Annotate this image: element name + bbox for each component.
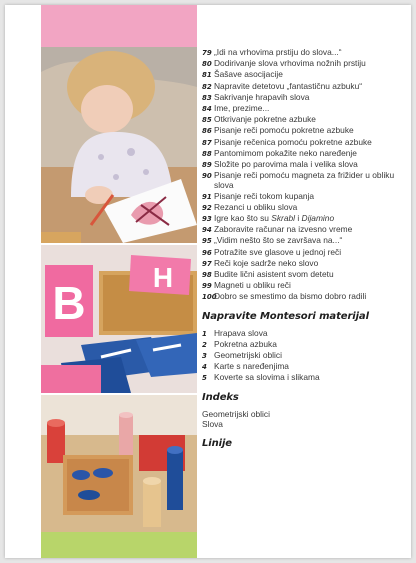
entry-title: Sakrivanje hrapavih slova [214, 91, 310, 102]
table-of-contents [202, 47, 407, 455]
entry-title: Rezanci u obliku slova [214, 201, 298, 212]
toc-entry[interactable] [202, 235, 407, 246]
toc-entry[interactable] [202, 148, 407, 159]
toc-entry[interactable] [202, 247, 407, 258]
entry-number: 84 [202, 105, 212, 114]
index-section-heading: Indeks [202, 391, 239, 403]
montessori-list [202, 328, 407, 384]
entry-title: „Idi na vrhovima prstiju do slova...“ [214, 47, 342, 57]
toc-entry[interactable] [202, 224, 407, 235]
photo-cylinder-blocks [41, 395, 197, 532]
entry-number: 91 [202, 192, 212, 201]
index-item[interactable]: Slova [202, 419, 223, 430]
lines-section-heading: Linije [202, 437, 232, 449]
entry-title: Pisanje reči tokom kupanja [214, 190, 315, 201]
toc-entry[interactable] [202, 69, 407, 80]
montessori-entry[interactable] [202, 361, 407, 372]
toc-entry[interactable] [202, 114, 407, 125]
toc-entry[interactable] [202, 291, 407, 302]
entry-number: 89 [202, 161, 212, 170]
entry-title: Geometrijski oblici [214, 350, 282, 361]
toc-entry[interactable] [202, 213, 407, 224]
entry-number: 92 [202, 203, 212, 212]
entry-number: 80 [202, 60, 212, 69]
toc-entry[interactable] [202, 269, 407, 280]
toc-entry[interactable] [202, 58, 407, 69]
entry-title: Zaboravite računar na izvesno vreme [214, 224, 353, 235]
toc-entry[interactable] [202, 170, 407, 190]
montessori-entry[interactable] [202, 339, 407, 350]
entry-number: 96 [202, 248, 212, 257]
book-page [5, 5, 411, 558]
entry-title: Magneti u obliku reči [214, 280, 291, 291]
letter-b-card: B [52, 277, 86, 329]
entry-number: 100 [202, 293, 217, 302]
entry-title: Složite po parovima mala i velika slova [214, 159, 358, 170]
entry-title: Pisanje reči pomoću pokretne azbuke [214, 125, 354, 136]
entry-number: 82 [202, 82, 212, 91]
entry-number: 3 [202, 352, 207, 361]
entry-title: Dodirivanje slova vrhovima nožnih prstiju [214, 58, 366, 69]
entry-number: 81 [202, 71, 212, 80]
entry-number: 4 [202, 363, 207, 372]
toc-entry[interactable] [202, 47, 407, 58]
entry-number: 95 [202, 237, 212, 246]
entry-number: 86 [202, 127, 212, 136]
montessori-section-heading: Napravite Montesori materijal [202, 310, 369, 322]
pink-color-band [41, 5, 197, 47]
entry-title: Pantomimom pokažite neko naređenje [214, 147, 357, 158]
entry-number: 87 [202, 138, 212, 147]
photo-letter-cards [41, 245, 197, 393]
entry-title: Karte s naređenjima [214, 361, 289, 372]
montessori-entry[interactable] [202, 328, 407, 339]
toc-entry[interactable] [202, 202, 407, 213]
entry-number: 5 [202, 374, 207, 383]
toc-entry[interactable] [202, 103, 407, 114]
entry-title-part: i [295, 213, 302, 224]
entry-number: 88 [202, 149, 212, 158]
entry-number: 79 [202, 49, 212, 57]
entry-number: 93 [202, 215, 212, 224]
toc-entry[interactable] [202, 137, 407, 148]
green-color-band [41, 532, 197, 558]
entry-title: Budite lični asistent svom detetu [214, 269, 334, 280]
entry-number: 85 [202, 116, 212, 125]
entry-number: 2 [202, 340, 207, 349]
entry-title: Šašave asocijacije [214, 69, 283, 80]
entry-title-part: Igre kao što su [214, 213, 272, 224]
entry-title-emphasis: Dijamino [301, 213, 335, 224]
entry-title: Napravite detetovu „fantastičnu azbuku“ [214, 80, 363, 91]
montessori-entry[interactable] [202, 350, 407, 361]
photo-child-drawing [41, 47, 197, 243]
toc-entry[interactable] [202, 191, 407, 202]
entry-title: Koverte sa slovima i slikama [214, 372, 320, 383]
toc-entry-list [202, 47, 407, 303]
toc-entry[interactable] [202, 92, 407, 103]
entry-title: Potražite sve glasove u jednoj reči [214, 246, 342, 257]
entry-title: Pisanje rečenica pomoću pokretne azbuke [214, 136, 372, 147]
toc-entry[interactable] [202, 159, 407, 170]
entry-number: 98 [202, 271, 212, 280]
entry-number: 97 [202, 259, 212, 268]
toc-entry[interactable] [202, 280, 407, 291]
entry-number: 83 [202, 93, 212, 102]
entry-number: 90 [202, 172, 212, 181]
entry-title [214, 213, 407, 223]
montessori-entry[interactable] [202, 372, 407, 383]
entry-title: Pisanje reči pomoću magneta za frižider u obliku slova [214, 170, 395, 191]
entry-number: 94 [202, 226, 212, 235]
toc-entry[interactable] [202, 125, 407, 136]
entry-title: Reči koje sadrže neko slovo [214, 257, 319, 268]
letter-h-card: H [152, 262, 174, 293]
entry-title: Hrapava slova [214, 327, 268, 338]
entry-number: 1 [202, 329, 207, 338]
entry-title: „Vidim nešto što se završava na...“ [214, 235, 343, 246]
toc-entry[interactable] [202, 258, 407, 269]
entry-title: Ime, prezime... [214, 103, 270, 114]
toc-entry[interactable] [202, 81, 407, 92]
entry-title-emphasis: Skrabl [271, 213, 296, 224]
entry-title: Otkrivanje pokretne azbuke [214, 114, 316, 125]
entry-title: Dobro se smestimo da bismo dobro radili [214, 291, 367, 302]
entry-number: 99 [202, 282, 212, 291]
entry-title: Pokretna azbuka [214, 338, 277, 349]
index-item[interactable]: Geometrijski oblici [202, 408, 270, 419]
